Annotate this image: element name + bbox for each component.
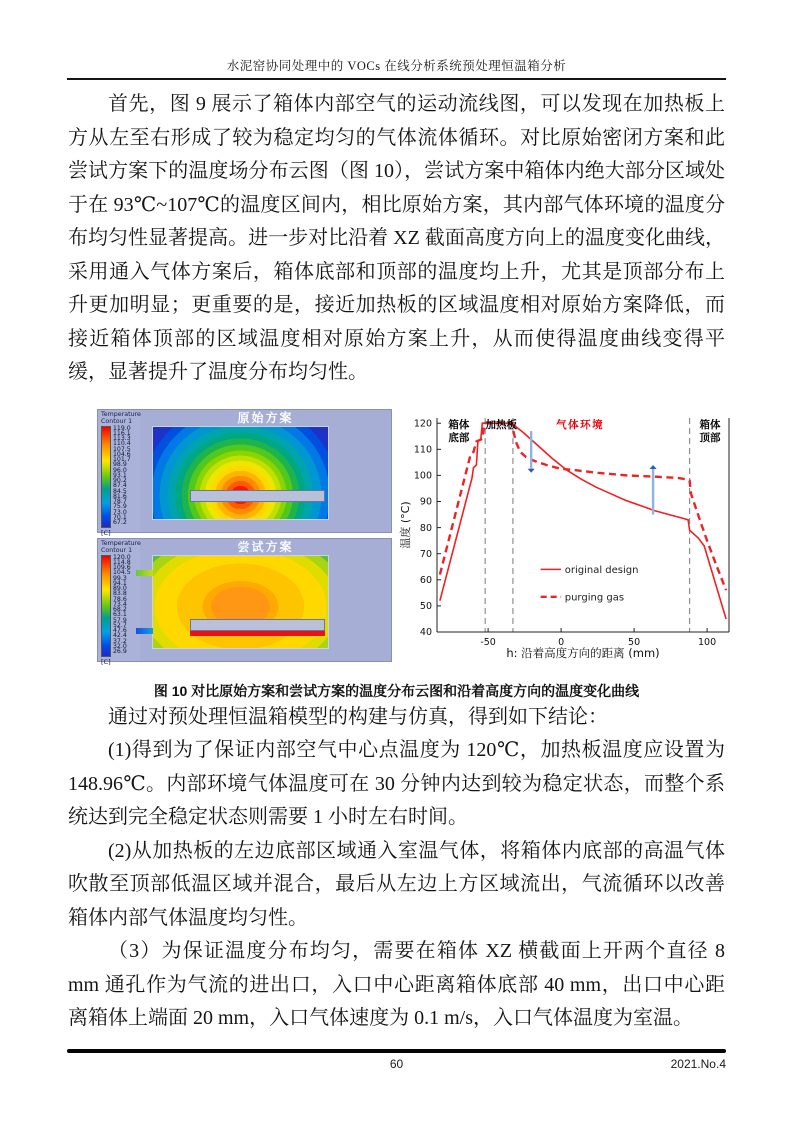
contour-main-trial (140, 539, 391, 661)
heating-plate (190, 490, 325, 502)
svg-text:50: 50 (628, 636, 641, 648)
contour-field-original (152, 426, 329, 520)
header-rule (67, 78, 726, 80)
svg-text:70: 70 (419, 548, 432, 560)
contour-title-trial: 尝试方案 (237, 539, 294, 554)
contour-main-original (140, 410, 391, 532)
svg-text:60: 60 (419, 574, 432, 586)
legend-title-line1: Temperature (101, 539, 141, 547)
contour-title-original: 原始方案 (237, 410, 294, 425)
contour-legend-original (98, 410, 141, 537)
svg-text:120: 120 (413, 417, 432, 429)
gas-outlet-tube-icon (136, 570, 153, 576)
paragraph-conclusion-lead: 通过对预处理恒温箱模型的构建与仿真，得到如下结论： (108, 705, 608, 728)
page-number: 60 (389, 1057, 404, 1071)
svg-text:90: 90 (419, 496, 432, 508)
svg-text:80: 80 (419, 522, 432, 534)
paragraph-conclusion-3: （3）为保证温度分布均匀，需要在箱体 XZ 横截面上开两个直径 8 mm 通孔作为气流的进出口，入口中心距离箱体底部 40 mm，出口中心距离箱体上端面 20 mm，入口气体速度为 0.1 m/s，入口气体温度为室温。 (68, 940, 725, 1029)
colorbar-wrap (101, 555, 140, 657)
colorbar-wrap (101, 426, 140, 528)
heating-plate (190, 619, 325, 631)
svg-text:箱体: 箱体 (448, 419, 470, 431)
svg-text:温度 (°C): 温度 (°C) (399, 500, 412, 549)
contour-plot-stack (97, 409, 392, 666)
temperature-line-chart (399, 404, 735, 672)
paragraph-conclusion-2: (2)从加热板的左边底部区域通入室温气体，将箱体内底部的高温气体吹散至顶部低温区域并混合，最后从左边上方区域流出，气流循环以改善箱体内部气体温度均匀性。 (68, 839, 725, 929)
svg-text:100: 100 (698, 636, 717, 648)
svg-text:100: 100 (413, 470, 432, 482)
legend-title-line2: Contour 1 (101, 417, 133, 425)
contour-legend-trial (98, 539, 141, 666)
colorbar-icon (101, 426, 111, 528)
issue-number: 2021.No.4 (670, 1057, 726, 1071)
paragraph-conclusion-1: (1)得到为了保证内部空气中心点温度为 120℃，加热板温度应设置为 148.96℃。内部环境气体温度可在 30 分钟内达到较为稳定状态，而整个系统达到完全稳定状态则需要 1 小时左右时间。 (68, 739, 725, 828)
contour-levels-1: 120.0 114.8 109.6 104.5 99.3 94.1 89.0 83.8 78.6 73.4 68.2 63.1 57.9 52.7 47.6 42.4 37.2 32.0 26.9 (113, 553, 131, 656)
figure-10 (97, 404, 725, 672)
contour-levels-0: 119.0 116.1 113.3 110.4 107.5 104.6 101.7 98.9 96.0 93.1 90.2 87.4 84.5 81.6 78.7 75.9 73.0 70.1 67.2 (113, 424, 131, 527)
svg-text:气体环境: 气体环境 (556, 419, 605, 431)
svg-text:-50: -50 (480, 636, 496, 648)
temperature-chart-wrap (399, 404, 735, 672)
paragraph-intro: 首先，图 9 展示了箱体内部空气的运动流线图，可以发现在加热板上方从左至右形成了较为稳定均匀的气体流体循环。对比原始密闭方案和此尝试方案下的温度场分布云图（图 10），尝试方案中箱体内绝大部分区域处于在 93℃~107℃的温度区间内，相比原始方案，其内部气体环境的温度分布均匀性显著提高。进一步对比沿着 XZ 截面高度方向上的温度变化曲线，采用通入气体方案后，箱体底部和顶部的温度均上升，尤其是顶部分布上升更加明显；更重要的是，接近加热板的区域温度相对原始方案降低，而接近箱体顶部的区域温度相对原始方案上升，从而使得温度曲线变得平缓，显著提升了温度分布均匀性。 (68, 93, 725, 383)
figure-caption: 图 10 对比原始方案和尝试方案的温度分布云图和沿着高度方向的温度变化曲线 (153, 682, 640, 699)
svg-text:purging gas: purging gas (564, 591, 625, 603)
svg-text:0: 0 (558, 636, 565, 648)
svg-text:加热板: 加热板 (485, 419, 517, 431)
legend-title-line1: Temperature (101, 410, 141, 418)
gas-inlet-tube-icon (136, 628, 153, 634)
page-content (68, 88, 725, 1036)
svg-text:original design: original design (564, 564, 639, 576)
svg-text:h: 沿着高度方向的距离 (mm): h: 沿着高度方向的距离 (mm) (506, 645, 660, 660)
contour-field-trial (152, 555, 329, 649)
legend-unit: [C] (101, 657, 111, 666)
legend-unit: [C] (101, 528, 111, 537)
legend-title-line2: Contour 1 (101, 546, 133, 554)
svg-text:顶部: 顶部 (699, 432, 721, 444)
hot-strip (190, 631, 325, 635)
contour-plot-original (97, 409, 392, 537)
contour-plot-trial (97, 538, 392, 666)
svg-text:40: 40 (419, 626, 432, 638)
page-header-title: 水泥窑协同处理中的 VOCs 在线分析系统预处理恒温箱分析 (226, 59, 567, 73)
footer-rule (67, 1049, 726, 1053)
colorbar-icon (101, 555, 111, 657)
svg-text:箱体: 箱体 (699, 419, 721, 431)
svg-text:50: 50 (419, 600, 432, 612)
svg-text:110: 110 (413, 444, 432, 456)
svg-text:底部: 底部 (448, 432, 470, 444)
